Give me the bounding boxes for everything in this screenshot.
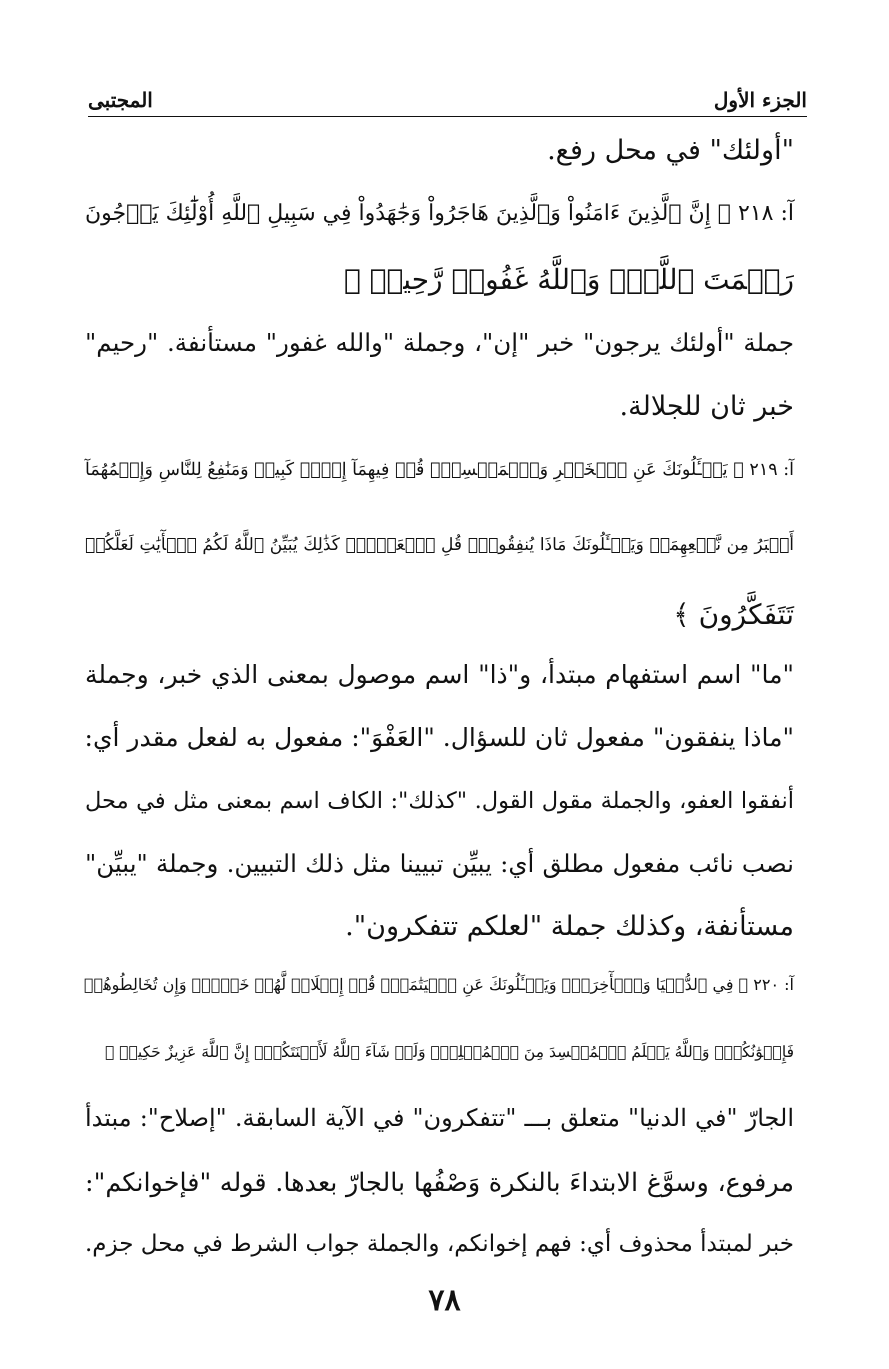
text-line: نصب نائب مفعول مطلق أي: يبيِّن تبيينا مثل ذلك التبيين. وجملة "يبيِّن"	[85, 849, 794, 878]
text-line: مستأنفة، وكذلك جملة "لعلكم تتفكرون".	[345, 911, 794, 942]
book-title: المجتبى	[88, 88, 153, 112]
quran-verse-line: تَتَفَكَّرُونَ ﴾	[673, 598, 794, 631]
text-line: خبر لمبتدأ محذوف أي: فهم إخوانكم، والجملة جواب الشرط في محل جزم.	[85, 1231, 794, 1257]
text-line: "أولئك" في محل رفع.	[547, 135, 794, 166]
text-line: الجارّ "في الدنيا" متعلق بـــ "تتفكرون" في الآية السابقة. "إصلاح": مبتدأ	[85, 1104, 794, 1132]
volume-title: الجزء الأول	[713, 88, 807, 112]
text-line: خبر ثان للجلالة.	[619, 391, 794, 422]
text-line: جملة "أولئك يرجون" خبر "إن"، وجملة "والله غفور" مستأنفة. "رحيم"	[85, 328, 794, 357]
quran-verse-line: آ: ٢٢٠ ﴿ فِي ٱلدُّنۡيَا وَٱلۡأٓخِرَةِۗ وَيَسۡـَٔلُونَكَ عَنِ ٱلۡيَتَٰمَىٰۖ قُلۡ إِصۡلَاحٞ لَّهُمۡ خَيۡرٞۖ وَإِن تُخَالِطُوهُمۡ	[83, 975, 794, 994]
quran-verse-line: أَكۡبَرُ مِن نَّفۡعِهِمَاۗ وَيَسۡـَٔلُونَكَ مَاذَا يُنفِقُونَۖ قُلِ ٱلۡعَفۡوَۗ كَذَٰلِكَ يُبَيِّنُ ٱللَّهُ لَكُمُ ٱلۡأٓيَٰتِ لَعَلَّكُمۡ	[85, 535, 794, 555]
quran-verse-line: آ: ٢١٩ ﴿ يَسۡـَٔلُونَكَ عَنِ ٱلۡخَمۡرِ وَٱلۡمَيۡسِرِۖ قُلۡ فِيهِمَآ إِثۡمٞ كَبِيرٞ وَمَنَٰفِعُ لِلنَّاسِ وَإِثۡمُهُمَآ	[85, 460, 795, 480]
text-line: "ما" اسم استفهام مبتدأ، و"ذا" اسم موصول بمعنى الذي خبر، وجملة	[85, 660, 794, 689]
text-line: مرفوع، وسوَّغ الابتداءَ بالنكرة وَصْفُها بالجارّ بعدها. قوله "فإخوانكم":	[85, 1168, 794, 1198]
page-number: ٧٨	[428, 1283, 461, 1318]
quran-verse-line: آ: ٢١٨ ﴿ إِنَّ ٱلَّذِينَ ءَامَنُواْ وَٱلَّذِينَ هَاجَرُواْ وَجَٰهَدُواْ فِي سَبِيلِ ٱللَّهِ أُوْلَٰٓئِكَ يَرۡجُونَ	[85, 201, 794, 226]
text-line: أنفقوا العفو، والجملة مقول القول. "كذلك": الكاف اسم بمعنى مثل في محل	[85, 788, 794, 814]
quran-verse-line: رَحۡمَتَ ٱللَّهِۚ وَٱللَّهُ غَفُورٞ رَّحِيمٞ ﴾	[343, 263, 794, 296]
text-line: "ماذا ينفقون" مفعول ثان للسؤال. "العَفْوَ": مفعول به لفعل مقدر أي:	[84, 723, 794, 752]
quran-verse-line: فَإِخۡوَٰنُكُمۡۚ وَٱللَّهُ يَعۡلَمُ ٱلۡمُفۡسِدَ مِنَ ٱلۡمُصۡلِحِۚ وَلَوۡ شَآءَ ٱللَّهُ لَأَعۡنَتَكُمۡۚ إِنَّ ٱللَّهَ عَزِيزٌ حَكِيمٞ ﴾	[105, 1043, 794, 1061]
running-header	[88, 88, 807, 117]
